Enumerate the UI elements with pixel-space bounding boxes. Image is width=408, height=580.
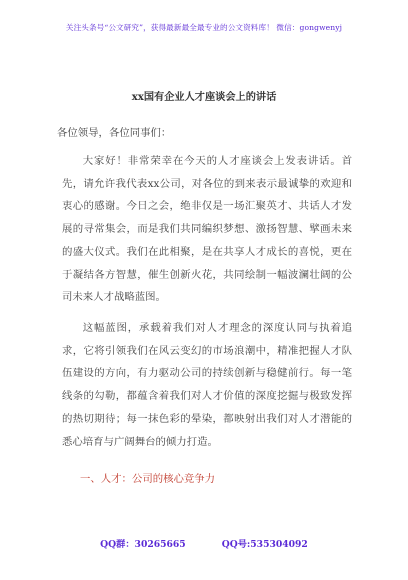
section-heading: 一、人才：公司的核心竞争力 [80,473,216,485]
header-banner: 关注头条号“公文研究”，获得最新最全最专业的公文资料库！ 微信：gongwenyj [65,23,343,32]
salutation: 各位领导，各位同事们： [57,127,172,139]
footer-qq-number: QQ号:535304092 [221,539,308,550]
body-paragraph: 大家好！非常荣幸在今天的人才座谈会上发表讲话。首先，请允许我代表xx公司，对各位的到来表示最诚挚的欢迎和衷心的感谢。今日之会，绝非仅是一场汇聚英才、共话人才发展的寻常集会，而是我们共同编织梦想、激扬智慧、擘画未来的盛大仪式。我们在此相聚，是在共享人才成长的喜悦，更在于凝结各方智慧，催生创新火花，共同绘制一幅波澜壮阔的公司未来人才战略蓝图。 [62,155,352,304]
document-title: xx国有企业人才座谈会上的讲话 [131,91,277,103]
footer [0,536,408,550]
body-paragraph: 这幅蓝图，承载着我们对人才理念的深度认同与执着追求，它将引领我们在风云变幻的市场浪潮中，精准把握人才队伍建设的方向，有力驱动公司的持续创新与稳健前行。每一笔线条的勾勒，都蕴含着我们对人才价值的深度挖掘与极致发挥的热切期待；每一抹色彩的晕染，都映射出我们对人才潜能的悉心培育与广阔舞台的倾力打造。 [62,322,352,448]
footer-qq-group: QQ群：30265665 [100,539,186,550]
